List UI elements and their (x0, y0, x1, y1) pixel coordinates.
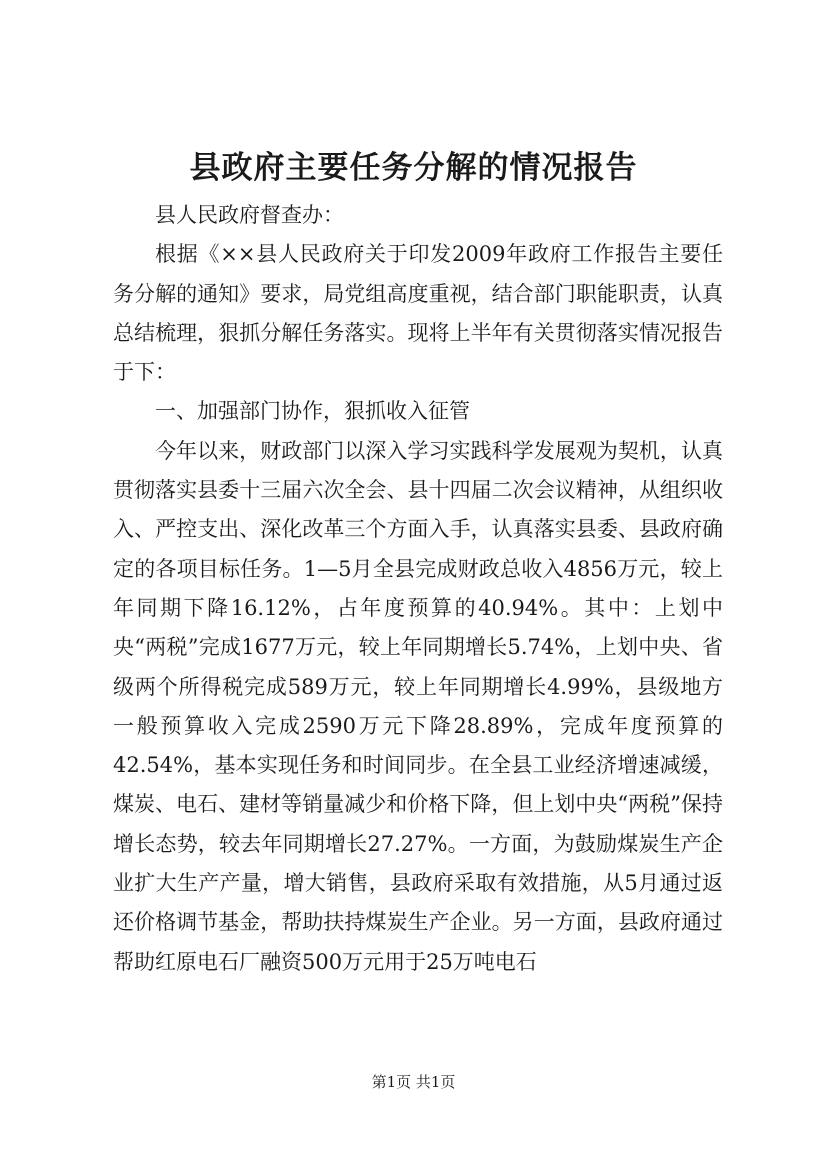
section-heading-1: 一、加强部门协作，狠抓收入征管 (155, 399, 470, 424)
paragraph-intro: 根据《××县人民政府关于印发2009年政府工作报告主要任务分解的通知》要求，局党组高度重视，结合部门职能职责，认真总结梳理，狠抓分解任务落实。现将上半年有关贯彻落实情况报告于下： (113, 242, 723, 385)
document-title: 县政府主要任务分解的情况报告 (189, 150, 638, 186)
document-body (113, 196, 723, 982)
page-footer: 第1页 共1页 (371, 1073, 456, 1091)
salutation: 县人民政府督查办： (155, 203, 344, 227)
paragraph-section-1: 今年以来，财政部门以深入学习实践科学发展观为契机，认真贯彻落实县委十三届六次全会、县十四届二次会议精神，从组织收入、严控支出、深化改革三个方面入手，认真落实县委、县政府确定的各项目标任务。1—5月全县完成财政总收入4856万元，较上年同期下降16.12%，占年度预算的40.94%。其中：上划中央“两税”完成1677万元，较上年同期增长5.74%，上划中央、省级两个所得税完成589万元，较上年同期增长4.99%，县级地方一般预算收入完成2590万元下降28.89%，完成年度预算的42.54%，基本实现任务和时间同步。在全县工业经济增速减缓，煤炭、电石、建材等销量减少和价格下降，但上划中央“两税”保持增长态势，较去年同期增长27.27%。一方面，为鼓励煤炭生产企业扩大生产产量，增大销售，县政府采取有效措施，从5月通过返还价格调节基金，帮助扶持煤炭生产企业。另一方面，县政府通过帮助红原电石厂融资500万元用于25万吨电石 (113, 438, 723, 974)
